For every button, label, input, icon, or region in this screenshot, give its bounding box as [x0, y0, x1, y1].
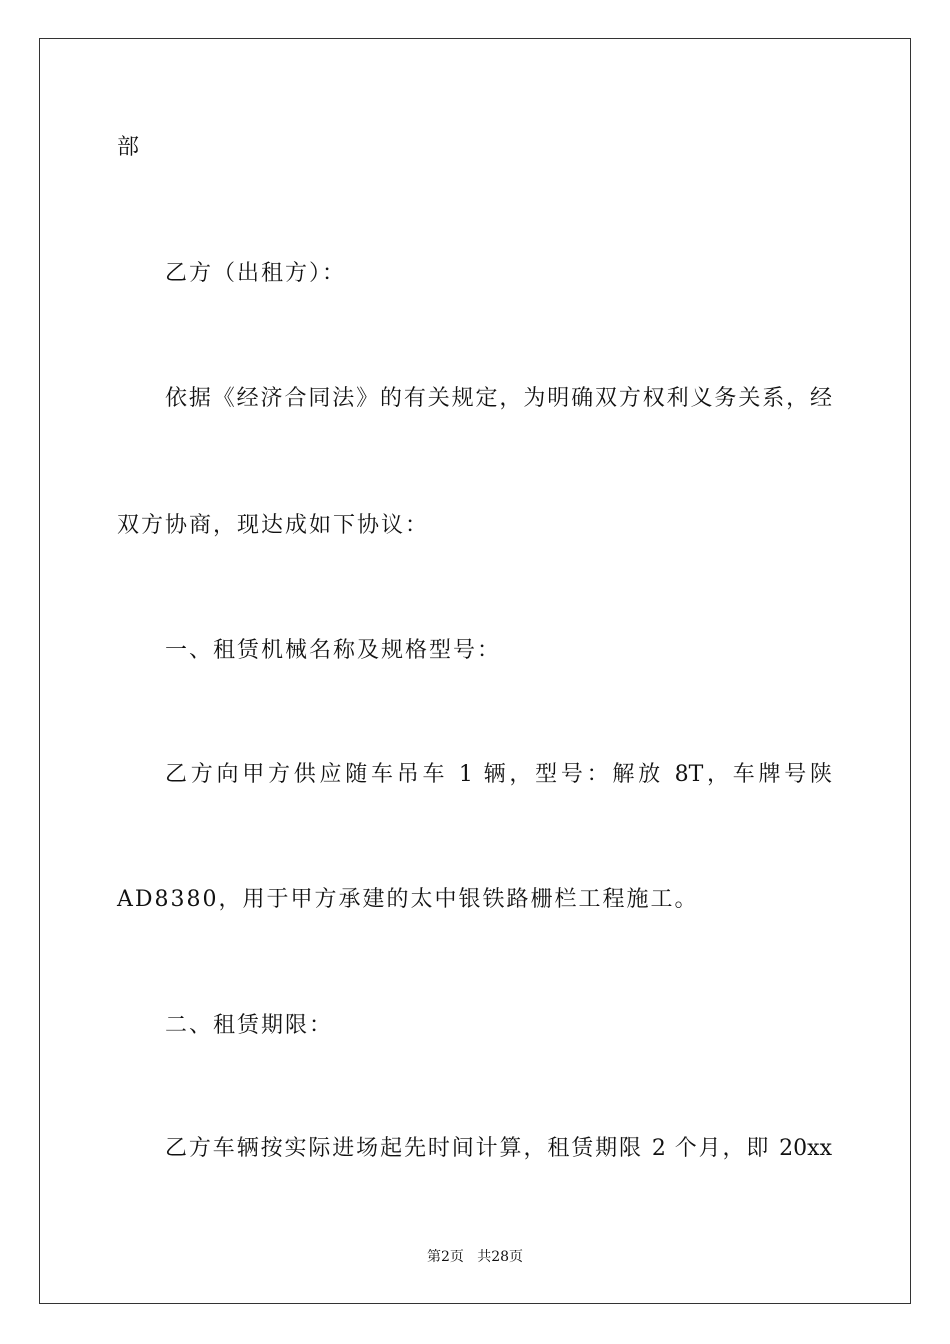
text-line-7: AD8380，用于甲方承建的太中银铁路栅栏工程施工。 — [117, 887, 699, 912]
page-border — [39, 38, 911, 1304]
text-line-5: 一、租赁机械名称及规格型号： — [165, 638, 502, 663]
text-line-8: 二、租赁期限： — [165, 1013, 334, 1038]
text-line-6: 乙方向甲方供应随车吊车 1 辆，型号：解放 8T，车牌号陕 — [165, 762, 832, 787]
text-line-2: 乙方（出租方）： — [165, 261, 347, 286]
text-line-3: 依据《经济合同法》的有关规定，为明确双方权利义务关系，经 — [165, 386, 832, 411]
text-line-4: 双方协商，现达成如下协议： — [117, 513, 430, 538]
text-line-1: 部 — [117, 135, 142, 160]
page-number-footer: 第2页 共28页 — [426, 1249, 524, 1265]
text-line-9: 乙方车辆按实际进场起先时间计算，租赁期限 2 个月，即 20xx — [165, 1136, 832, 1161]
